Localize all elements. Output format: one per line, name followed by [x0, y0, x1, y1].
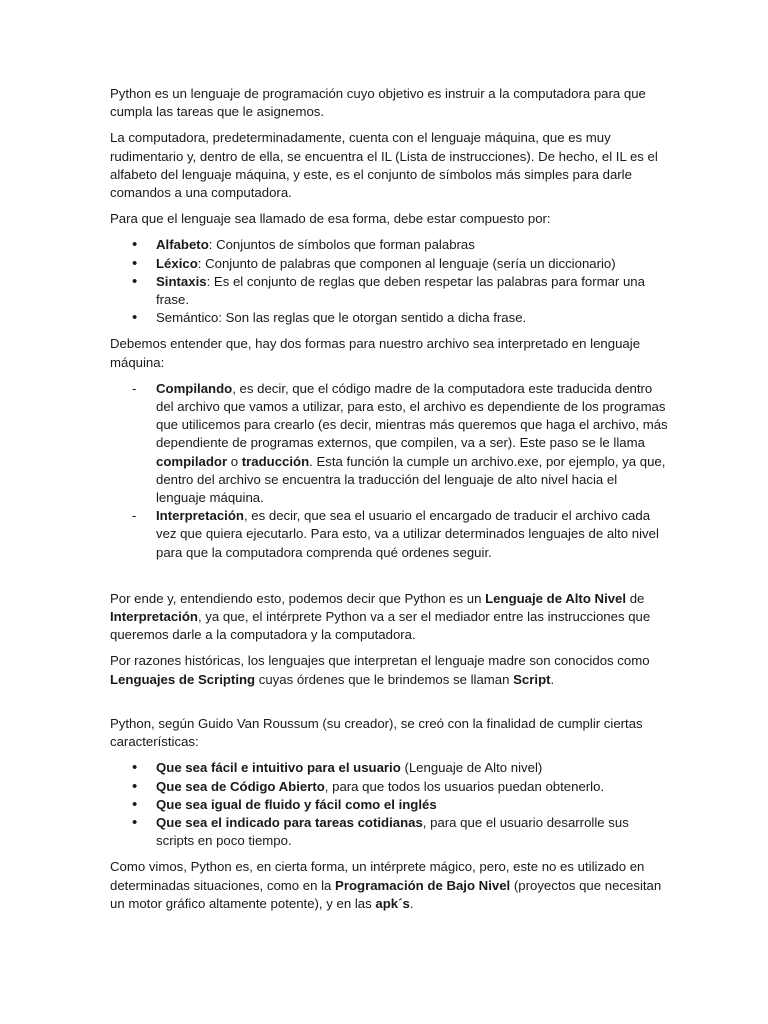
paragraph-intro: Python es un lenguaje de programación cuyo objetivo es instruir a la computadora para que cumpla las tareas que le asignemos. — [110, 86, 646, 120]
list-item: • Que sea igual de fluido y fácil como el inglés — [156, 796, 668, 814]
list-item: • Que sea de Código Abierto, para que todos los usuarios puedan obtenerlo. — [156, 778, 668, 796]
list-item-compilando: - Compilando, es decir, que el código madre de la computadora este traducida dentro del archivo que vamos a utilizar, para esto, el archivo es dependiente de los programas que utilicemos para crearlo (es decir, mientras más queremos que haga el archivo, más dependiente de programas externos, que compilen, va a ser). Este paso se le llama compilador o traducción. Esta función la cumple un archivo.exe, por ejemplo, ya que, dentro del archivo se encuentra la traducción del lenguaje de alto nivel hacia el lenguaje máquina. — [156, 380, 668, 507]
paragraph-creator-intro: Python, según Guido Van Roussum (su creador), se creó con la finalidad de cumplir ciertas características: — [110, 715, 643, 750]
list-item: • Léxico: Conjunto de palabras que componen al lenguaje (sería un diccionario) — [156, 255, 668, 273]
paragraph-forms-intro: Debemos entender que, hay dos formas para nuestro archivo sea interpretado en lenguaje máquina: — [110, 336, 641, 370]
spacer — [110, 697, 668, 715]
forms-list — [110, 380, 668, 562]
paragraph-components-intro: Para que el lenguaje sea llamado de esa forma, debe estar compuesto por: — [110, 211, 551, 227]
term-sintaxis: Sintaxis — [156, 273, 207, 289]
list-item: • Semántico: Son las reglas que le otorgan sentido a dicha frase. — [156, 309, 668, 327]
list-item: • Sintaxis: Es el conjunto de reglas que deben respetar las palabras para formar una frase. — [156, 273, 668, 309]
paragraph-machine-language: La computadora, predeterminadamente, cuenta con el lenguaje máquina, que es muy rudimentario y, dentro de ella, se encuentra el IL (Lista de instrucciones). De hecho, el IL es el alfabeto del lenguaje máquina, y este, es el conjunto de símbolos más simples para darle comandos a una computadora. — [110, 130, 658, 201]
components-list — [110, 236, 668, 327]
list-item: • Que sea fácil e intuitivo para el usuario (Lenguaje de Alto nivel) — [156, 759, 668, 777]
paragraph-conclusion: Por ende y, entendiendo esto, podemos decir que Python es un Lenguaje de Alto Nivel de Interpretación, ya que, el intérprete Python va a ser el mediador entre las instrucciones que queremos darle a la computadora y la computadora. — [110, 590, 651, 643]
term-alfabeto: Alfabeto — [156, 237, 209, 253]
paragraph-closing: Como vimos, Python es, en cierta forma, un intérprete mágico, pero, este no es utilizado en determinadas situaciones, como en la Programación de Bajo Nivel (proyectos que necesitan un motor gráfico altamente potente), y en las apk´s. — [110, 859, 662, 911]
term-lexico: Léxico — [156, 255, 198, 271]
list-item-interpretacion: - Interpretación, es decir, que sea el usuario el encargado de traducir el archivo cada vez que quiera ejecutarlo. Para esto, va a utilizar determinados lenguajes de alto nivel para que la computadora comprenda qué ordenes seguir. — [156, 507, 668, 562]
list-item: • Alfabeto: Conjuntos de símbolos que forman palabras — [156, 236, 668, 254]
paragraph-history: Por razones históricas, los lenguajes que interpretan el lenguaje madre son conocidos como Lenguajes de Scripting cuyas órdenes que le brindemos se llaman Script. — [110, 653, 650, 687]
characteristics-list — [110, 759, 668, 850]
list-item: • Que sea el indicado para tareas cotidianas, para que el usuario desarrolle sus scripts en poco tiempo. — [156, 814, 668, 850]
spacer — [110, 570, 668, 590]
